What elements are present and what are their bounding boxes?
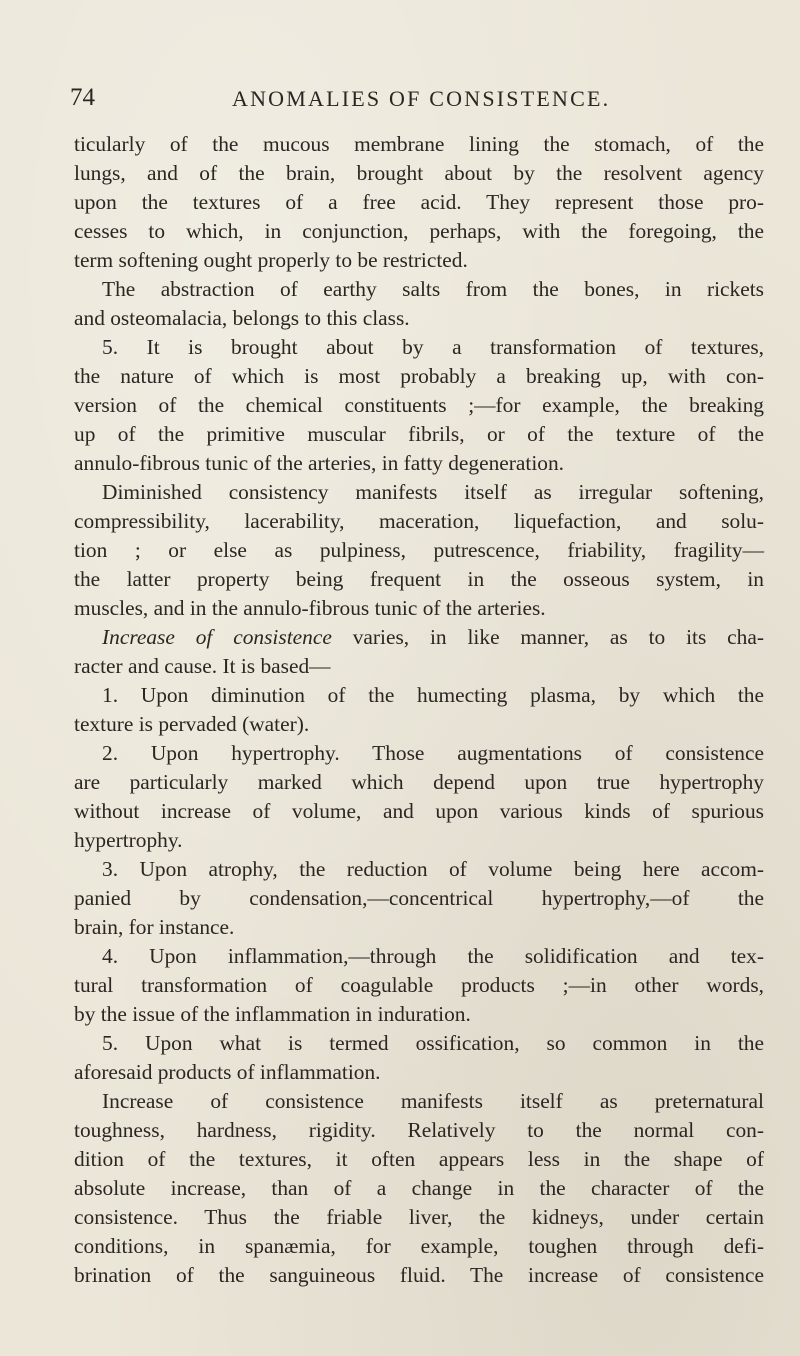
text-line: 4. Upon inflammation,—through the solidification and tex- [102,944,764,968]
text-line: annulo-fibrous tunic of the arteries, in fatty degeneration. [74,451,565,475]
text-line: tural transformation of coagulable products ;—in other words, [74,973,764,997]
page-number: 74 [70,84,95,111]
text-line: racter and cause. It is based— [74,654,331,678]
text-line: tion ; or else as pulpiness, putrescence, friability, fragility— [74,538,764,562]
text-line: dition of the textures, it often appears less in the shape of [74,1147,764,1171]
text-line: The abstraction of earthy salts from the bones, in rickets [102,277,764,301]
text-line: the latter property being frequent in the osseous system, in [74,567,764,591]
text-line: 3. Upon atrophy, the reduction of volume being here accom- [102,857,764,881]
body-text [74,130,764,1290]
text-line: without increase of volume, and upon various kinds of spurious [74,799,764,823]
text-line: aforesaid products of inflammation. [74,1060,381,1084]
running-title: ANOMALIES OF CONSISTENCE. [232,86,611,111]
text-line: consistence. Thus the friable liver, the kidneys, under certain [74,1205,764,1229]
text-line: texture is pervaded (water). [74,712,310,736]
text-line: Increase of consistence manifests itself as preternatural [102,1089,764,1113]
text-line: the nature of which is most probably a breaking up, with con- [74,364,764,388]
text-line: Diminished consistency manifests itself as irregular softening, [102,480,764,504]
italic-term: Increase of consistence [102,625,332,649]
text-line: 1. Upon diminution of the humecting plasma, by which the [102,683,764,707]
text-line: absolute increase, than of a change in the character of the [74,1176,764,1200]
text-line: term softening ought properly to be restricted. [74,248,468,272]
text-line: panied by condensation,—concentrical hypertrophy,—of the [74,886,764,910]
text-line: conditions, in spanæmia, for example, toughen through defi- [74,1234,764,1258]
running-head [70,84,760,118]
text-line: upon the textures of a free acid. They represent those pro- [74,190,764,214]
text-line: ticularly of the mucous membrane lining the stomach, of the [74,132,764,156]
text-line: muscles, and in the annulo-fibrous tunic of the arteries. [74,596,546,620]
text-line: 5. Upon what is termed ossification, so common in the [102,1031,764,1055]
text-line: 2. Upon hypertrophy. Those augmentations of consistence [102,741,764,765]
text-line: version of the chemical constituents ;—for example, the breaking [74,393,764,417]
text-line: hypertrophy. [74,828,183,852]
text-line: are particularly marked which depend upon true hypertrophy [74,770,764,794]
text-fragment: varies, in like manner, as to its cha- [331,625,764,649]
text-line [74,623,764,652]
text-line: compressibility, lacerability, maceration, liquefaction, and solu- [74,509,764,533]
text-line: by the issue of the inflammation in induration. [74,1002,471,1026]
text-line: brination of the sanguineous fluid. The increase of consistence [74,1263,764,1287]
text-line: brain, for instance. [74,915,235,939]
text-line: and osteomalacia, belongs to this class. [74,306,410,330]
text-line: 5. It is brought about by a transformation of textures, [102,335,764,359]
text-line: up of the primitive muscular fibrils, or of the texture of the [74,422,764,446]
text-line: cesses to which, in conjunction, perhaps, with the foregoing, the [74,219,764,243]
text-line: lungs, and of the brain, brought about by the resolvent agency [74,161,764,185]
text-line: toughness, hardness, rigidity. Relatively to the normal con- [74,1118,764,1142]
